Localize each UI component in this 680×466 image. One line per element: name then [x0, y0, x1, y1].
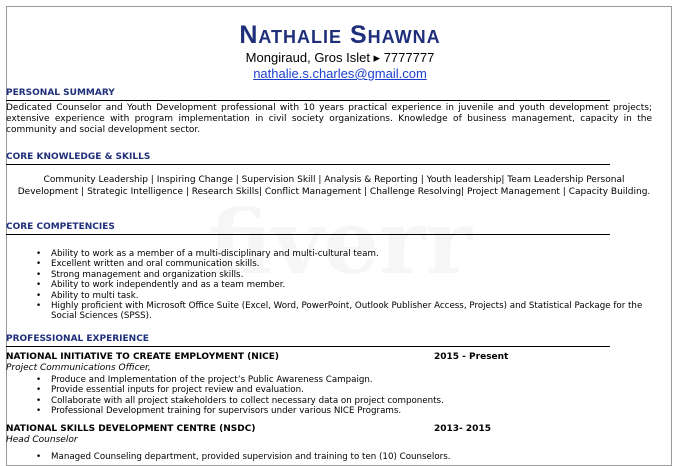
- candidate-name: Nathalie Shawna: [239, 21, 441, 49]
- job-duties-list-nsdc: [36, 452, 651, 462]
- job-header-nsdc: [6, 424, 646, 435]
- resume-header: [0, 20, 680, 82]
- list-item: • Excellent written and oral communication skills.: [36, 259, 651, 269]
- list-item: • Produce and Implementation of the project’s Public Awareness Campaign.: [36, 375, 651, 385]
- list-item: • Strong management and organization skills.: [36, 270, 651, 280]
- job-duties-list-nice: [36, 375, 651, 417]
- list-item: • Highly proficient with Microsoft Office Suite (Excel, Word, PowerPoint, Outlook Publisher Access, Projects) and Statistical Package for the Social Sciences (SPSS).: [36, 301, 651, 322]
- list-item: • Ability to work as a member of a multi-disciplinary and multi-cultural team.: [36, 249, 651, 259]
- job-organization: NATIONAL INITIATIVE TO CREATE EMPLOYMENT (NICE): [6, 352, 280, 362]
- competencies-list: [36, 249, 651, 322]
- job-organization: NATIONAL SKILLS DEVELOPMENT CENTRE (NSDC): [6, 424, 256, 434]
- core-skills-text: Community Leadership | Inspiring Change | Supervision Skill | Analysis & Reporting | Youth leadership| Team Leadership Personal Development | Strategic Intelligence | Research Skills| Conflict Management | Challenge Resolving| Project Management | Capacity Building.: [17, 175, 651, 197]
- email-link[interactable]: nathalie.s.charles@gmail.com: [253, 66, 427, 81]
- section-title-core-skills: CORE KNOWLEDGE & SKILLS: [6, 152, 610, 165]
- list-item: • Managed Counseling department, provided supervision and training to ten (10) Counselors.: [36, 452, 651, 462]
- job-period: 2015 - Present: [434, 352, 509, 362]
- list-item: • Ability to work independently and as a team member.: [36, 280, 651, 290]
- section-title-professional-experience: PROFESSIONAL EXPERIENCE: [6, 334, 610, 347]
- job-role: Head Counselor: [6, 435, 78, 445]
- list-item: • Ability to multi task.: [36, 291, 651, 301]
- job-period: 2013- 2015: [434, 424, 491, 434]
- list-item: • Collaborate with all project stakeholders to collect necessary data on project components.: [36, 396, 651, 406]
- personal-summary-text: Dedicated Counselor and Youth Development professional with 10 years practical experience in juvenile and youth development projects; extensive experience with program implementation in civil society organizations. Knowledge of business management, capacity in the community and social development sector.: [6, 103, 652, 135]
- contact-line: Mongiraud, Gros Islet ▸ 7777777: [245, 50, 435, 65]
- list-item: • Professional Development training for supervisors under various NICE Programs.: [36, 406, 651, 416]
- section-title-personal-summary: PERSONAL SUMMARY: [6, 88, 610, 101]
- job-header-nice: [6, 352, 646, 363]
- job-role: Project Communications Officer,: [6, 363, 151, 373]
- section-title-core-competencies: CORE COMPETENCIES: [6, 222, 610, 235]
- list-item: • Provide essential inputs for project review and evaluation.: [36, 385, 651, 395]
